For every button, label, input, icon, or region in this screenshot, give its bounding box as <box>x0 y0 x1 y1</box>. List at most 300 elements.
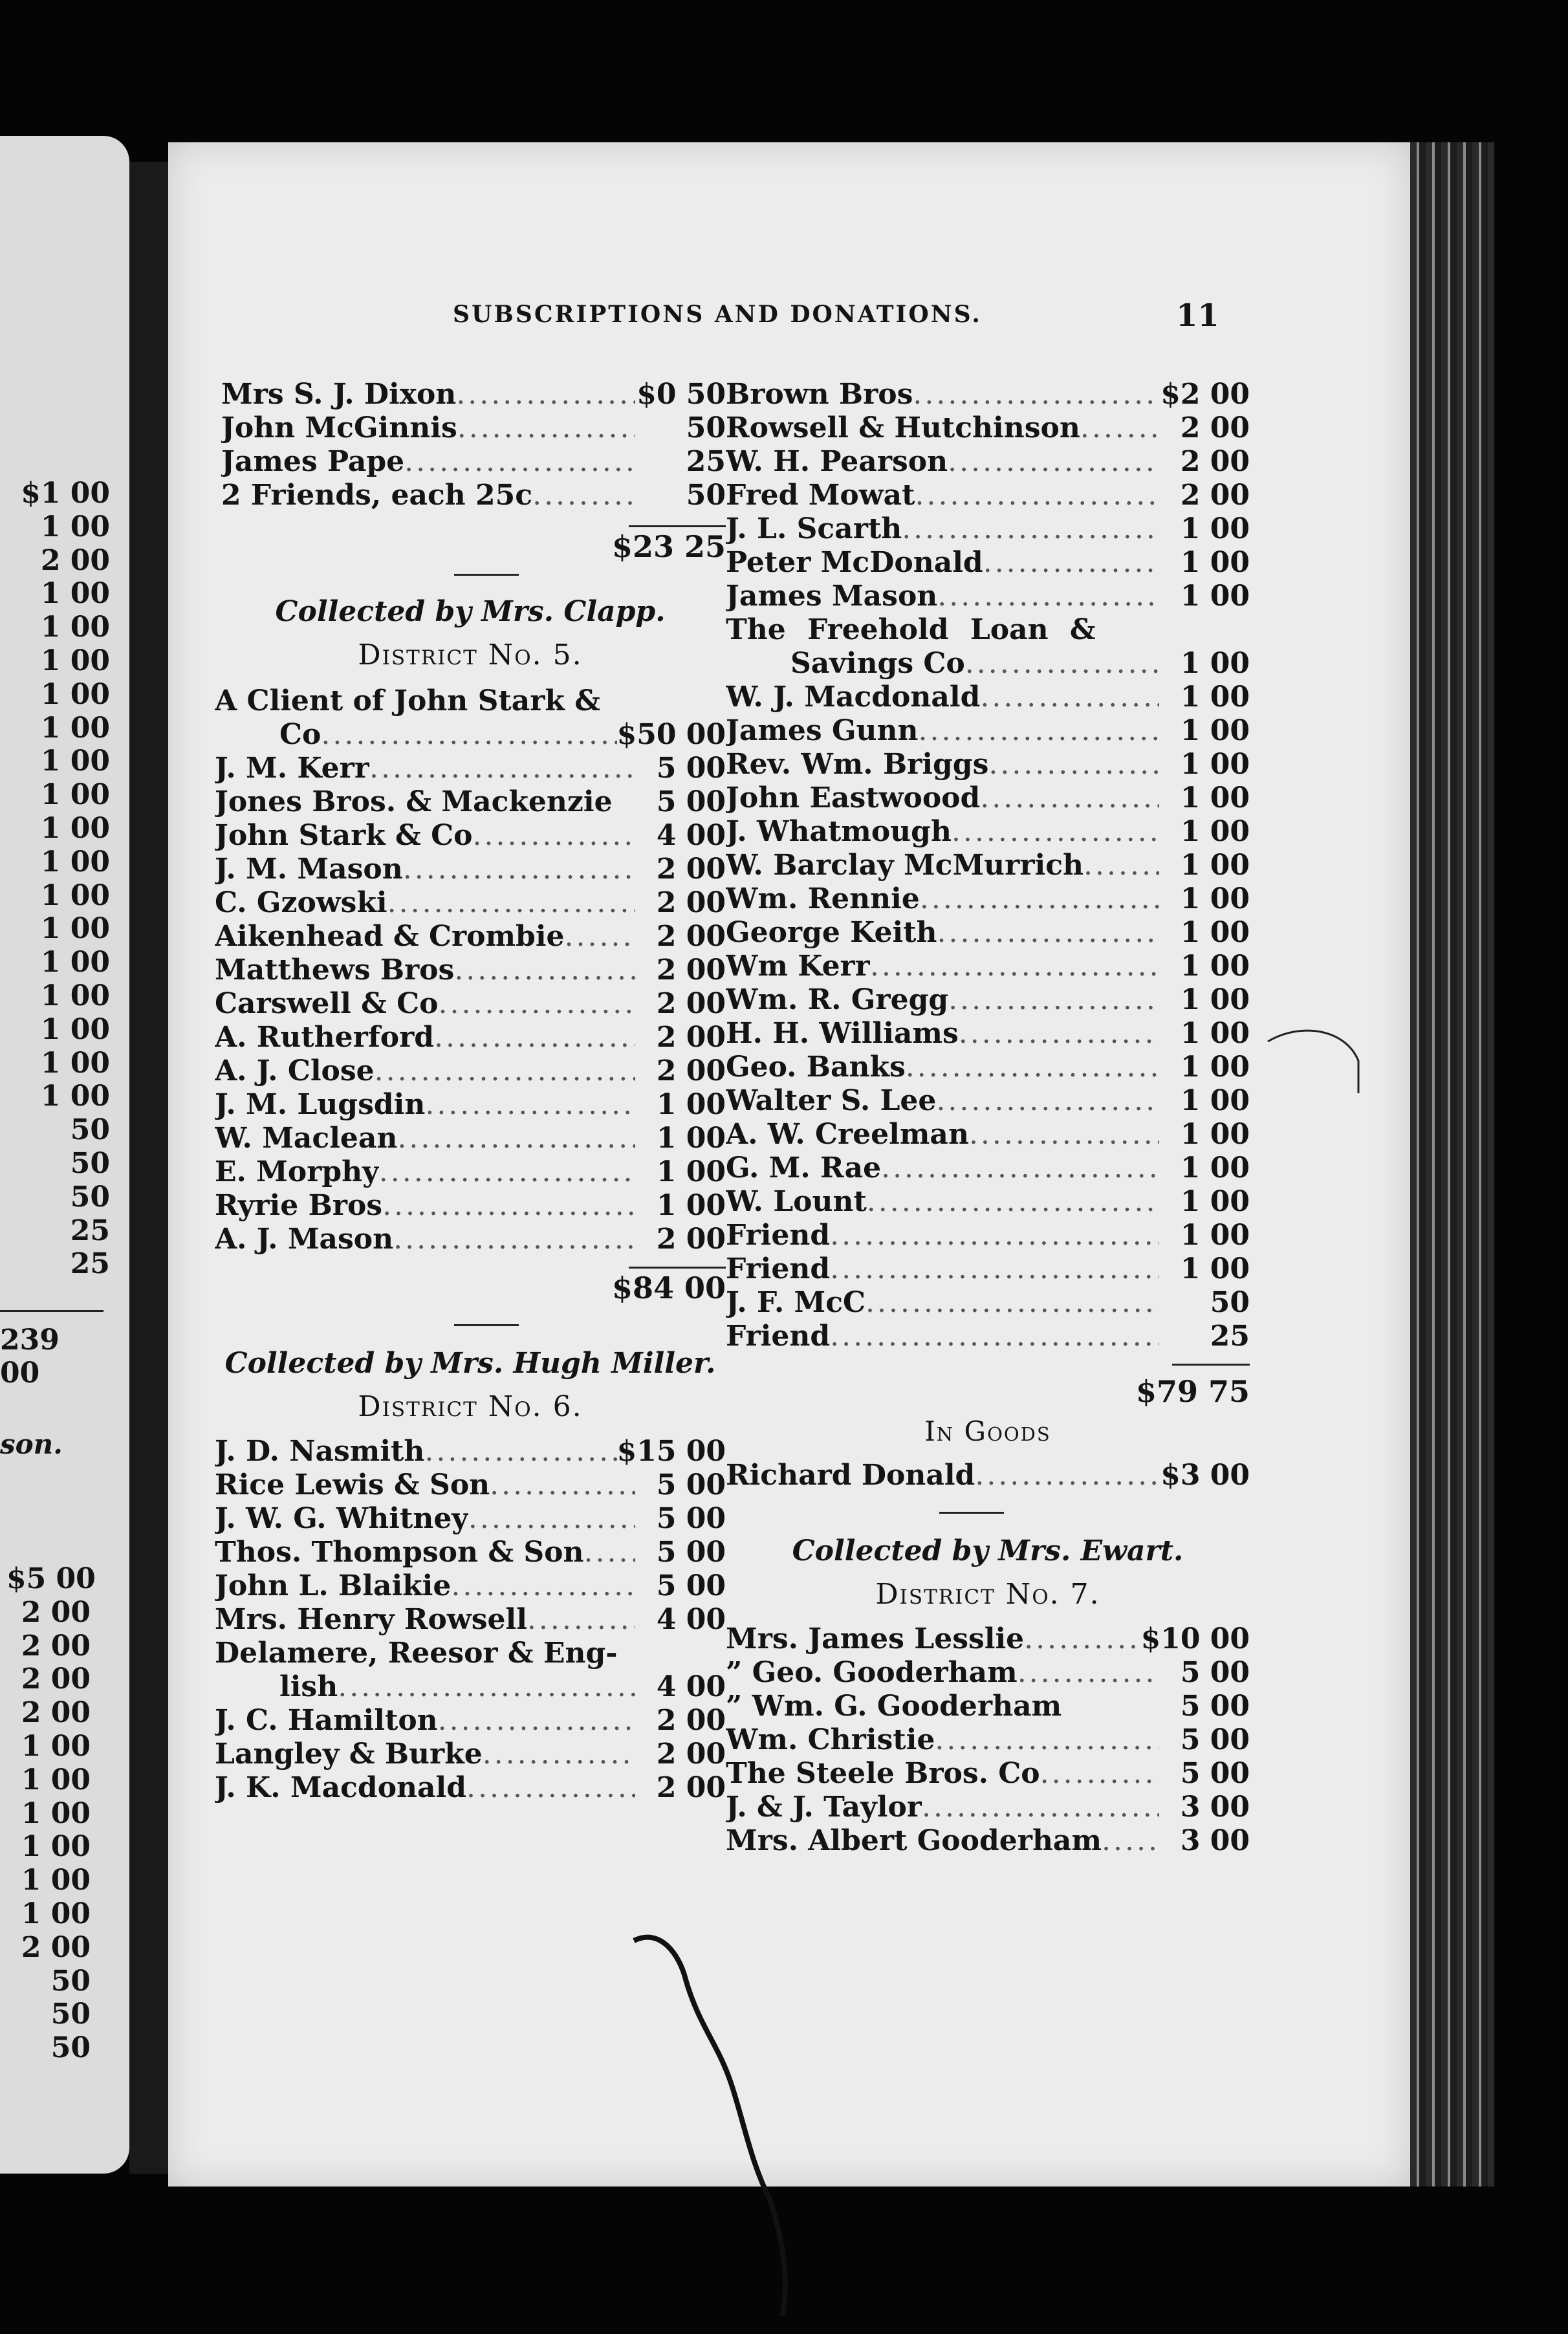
entry-amount: 2 00 <box>656 954 726 987</box>
leader-dots <box>457 411 635 445</box>
list-item <box>726 546 1250 580</box>
leader-dots <box>456 378 635 411</box>
entry-name: J. F. McC <box>726 1286 866 1319</box>
entry-name: John Stark & Co <box>215 819 473 852</box>
leader-dots <box>870 950 1159 983</box>
list-item <box>726 1791 1250 1824</box>
entry-amount: 1 00 <box>1180 1118 1250 1151</box>
facing-page-amount: 2 00 <box>40 543 110 577</box>
list-item <box>726 411 1250 445</box>
list-item <box>215 853 726 886</box>
list-item <box>221 411 726 445</box>
top-total: $23 25 <box>611 529 726 564</box>
list-item <box>726 1051 1250 1084</box>
entry-amount: 1 00 <box>1180 1151 1250 1184</box>
entry-name: W. Maclean <box>215 1122 398 1155</box>
facing-page <box>0 136 129 2174</box>
facing-page-amount: 1 00 <box>40 711 110 745</box>
list-item <box>215 1738 726 1771</box>
facing-page-amount: 1 00 <box>40 677 110 711</box>
facing-page-amounts <box>6 477 110 1281</box>
facing-page-amount: $5 00 <box>6 1562 96 1595</box>
list-item <box>726 580 1250 613</box>
entry-amount: 2 00 <box>656 853 726 886</box>
entry-amount: 1 00 <box>656 1122 726 1155</box>
entry-name: Aikenhead & Crombie <box>215 920 565 953</box>
entry-name: G. M. Rae <box>726 1151 882 1184</box>
list-item <box>215 1637 726 1670</box>
facing-page-amount: 2 00 <box>21 1663 91 1696</box>
leader-dots <box>424 1435 616 1468</box>
leader-dots <box>397 1122 635 1155</box>
list-item <box>215 920 726 954</box>
leader-dots <box>321 718 616 752</box>
entry-amount: 1 00 <box>1180 882 1250 915</box>
facing-page-amount: 50 <box>70 1146 110 1180</box>
list-item <box>726 714 1250 748</box>
entry-name: J. W. G. Whitney <box>215 1502 468 1535</box>
collector-heading: Collected by Mrs. Hugh Miller. <box>224 1347 716 1380</box>
leader-dots <box>438 1704 635 1738</box>
leader-dots <box>425 1088 635 1122</box>
facing-page-amount: 1 00 <box>40 745 110 778</box>
leader-dots <box>922 1791 1159 1824</box>
list-item <box>215 1536 726 1569</box>
entry-name: Mrs. Albert Gooderham <box>726 1824 1102 1857</box>
entry-amount: 2 00 <box>656 1054 726 1087</box>
entry-amount: 5 00 <box>1180 1690 1250 1723</box>
list-item <box>215 785 726 819</box>
leader-dots <box>983 546 1159 580</box>
list-item <box>221 445 726 479</box>
list-item <box>726 1656 1250 1690</box>
page-number: 11 <box>1176 298 1219 334</box>
leader-dots <box>565 920 635 954</box>
entry-name: Rowsell & Hutchinson <box>726 411 1080 444</box>
leader-dots <box>1080 411 1159 445</box>
ledger-page <box>168 142 1410 2187</box>
page-edges <box>1410 142 1494 2187</box>
entry-amount: 1 00 <box>656 1189 726 1222</box>
entry-name: Jones Bros. & Mackenzie <box>215 785 613 818</box>
leader-dots <box>466 1771 635 1805</box>
entry-amount: 2 00 <box>656 1704 726 1737</box>
facing-page-amount: 2 00 <box>21 1629 91 1663</box>
entry-name: Friend <box>726 1252 831 1285</box>
list-item <box>726 479 1250 512</box>
facing-page-amount: $1 00 <box>21 477 110 510</box>
list-item <box>726 815 1250 849</box>
entry-amount: 2 00 <box>656 920 726 953</box>
entry-name: Friend <box>726 1219 831 1252</box>
entry-amount: 25 <box>686 445 726 478</box>
leader-dots <box>583 1536 635 1569</box>
list-item <box>726 647 1250 681</box>
entry-amount: 3 00 <box>1180 1791 1250 1824</box>
collector-heading: Collected by Mrs. Ewart. <box>792 1534 1184 1567</box>
leader-dots <box>937 580 1159 613</box>
facing-page-amount: 25 <box>70 1214 110 1247</box>
entry-amount: 1 00 <box>1180 1051 1250 1084</box>
entry-amount: 1 00 <box>1180 1185 1250 1218</box>
leader-dots <box>867 1185 1159 1219</box>
entry-name: Brown Bros <box>726 378 913 411</box>
facing-page-amount: 1 00 <box>40 1012 110 1046</box>
entry-amount: 2 00 <box>656 1223 726 1256</box>
facing-page-amount: 1 00 <box>21 1796 91 1830</box>
entry-name: Peter McDonald <box>726 546 983 579</box>
entry-amount: 1 00 <box>1180 647 1250 680</box>
leader-dots <box>379 1155 635 1189</box>
entry-name: W. H. Pearson <box>726 445 948 478</box>
entry-amount: 2 00 <box>656 1021 726 1054</box>
leader-dots <box>451 1569 635 1603</box>
facing-page-amount: 1 00 <box>40 912 110 946</box>
entry-amount: 2 00 <box>1180 411 1250 444</box>
list-item <box>215 1021 726 1054</box>
list-item <box>726 849 1250 882</box>
leader-dots <box>393 1223 635 1256</box>
entry-name: Wm. Rennie <box>726 882 920 915</box>
entry-name: W. Lount <box>726 1185 867 1218</box>
leader-dots <box>472 819 635 853</box>
entry-name: Walter S. Lee <box>726 1084 937 1117</box>
leader-dots <box>980 781 1159 815</box>
list-item <box>726 916 1250 950</box>
list-item <box>215 1468 726 1502</box>
list-item <box>215 987 726 1021</box>
list-item <box>726 613 1250 647</box>
separator <box>454 574 519 576</box>
leader-dots <box>1083 849 1159 882</box>
entry-name: J. & J. Taylor <box>726 1791 922 1824</box>
column-right <box>726 378 1250 1858</box>
list-item <box>215 1155 726 1189</box>
entry-name: 2 Friends, each 25c <box>221 479 533 512</box>
leader-dots <box>532 479 635 512</box>
leader-dots <box>527 1603 635 1637</box>
entry-amount: 2 00 <box>656 1771 726 1804</box>
entry-name: Friend <box>726 1320 831 1353</box>
entry-amount: $3 00 <box>1160 1459 1250 1492</box>
facing-page-amount: 1 00 <box>40 510 110 543</box>
leader-dots <box>980 681 1159 714</box>
list-item <box>726 1017 1250 1051</box>
leader-dots <box>830 1219 1159 1252</box>
leader-dots <box>830 1320 1159 1353</box>
entry-name: Savings Co <box>790 647 965 680</box>
facing-page-amount: 1 00 <box>40 778 110 812</box>
entry-amount: 5 00 <box>656 752 726 785</box>
list-item <box>726 1286 1250 1320</box>
facing-page-amount: 2 00 <box>21 1930 91 1964</box>
entry-amount: 5 00 <box>1180 1723 1250 1756</box>
leader-dots <box>1018 1656 1159 1690</box>
entry-amount: 1 00 <box>1180 1252 1250 1285</box>
facing-page-amount: 50 <box>50 1998 91 2031</box>
entry-name: Mrs. James Lesslie <box>726 1622 1025 1655</box>
in-goods-heading: In Goods <box>924 1415 1051 1447</box>
facing-page-amount: 1 00 <box>40 979 110 1012</box>
entry-name: Ryrie Bros <box>215 1189 383 1222</box>
leader-dots <box>454 954 635 987</box>
entry-amount: $2 00 <box>1160 378 1250 411</box>
facing-page-amount: 1 00 <box>21 1830 91 1864</box>
entry-amount: 1 00 <box>1180 849 1250 882</box>
entry-name: lish <box>279 1670 338 1703</box>
leader-dots <box>915 479 1160 512</box>
entry-amount: 25 <box>1210 1320 1250 1353</box>
entry-amount: 2 00 <box>1180 479 1250 512</box>
entry-name: Mrs S. J. Dixon <box>221 378 457 411</box>
leader-dots <box>375 1054 635 1088</box>
facing-page-amount: 1 00 <box>21 1897 91 1930</box>
facing-page-amount: 1 00 <box>40 811 110 845</box>
leader-dots <box>948 983 1159 1017</box>
entry-amount: $10 00 <box>1140 1622 1250 1655</box>
entry-amount: 2 00 <box>656 1738 726 1771</box>
leader-dots <box>920 882 1159 916</box>
entry-amount: 5 00 <box>656 1502 726 1535</box>
list-item <box>215 1054 726 1088</box>
entry-amount: 1 00 <box>1180 916 1250 949</box>
entry-amount: 4 00 <box>656 1603 726 1636</box>
leader-dots <box>866 1286 1159 1320</box>
entry-name: H. H. Williams <box>726 1017 959 1050</box>
leader-dots <box>937 916 1159 950</box>
list-item <box>726 1084 1250 1118</box>
entry-amount: 1 00 <box>1180 983 1250 1016</box>
list-item <box>215 1189 726 1223</box>
entry-amount: 1 00 <box>1180 546 1250 579</box>
list-item <box>726 1320 1250 1353</box>
list-item <box>215 1122 726 1155</box>
district-6-entries <box>215 1435 726 1637</box>
list-item <box>726 1690 1250 1723</box>
facing-page-amount: 1 00 <box>40 611 110 644</box>
entry-name: A. W. Creelman <box>726 1118 969 1151</box>
list-item <box>215 1088 726 1122</box>
leader-dots <box>1024 1622 1140 1656</box>
district-heading: District No. 6. <box>358 1390 583 1423</box>
entry-amount: 50 <box>686 411 726 444</box>
entry-name: James Mason <box>726 580 938 613</box>
facing-page-amount: 1 00 <box>21 1763 91 1796</box>
leader-dots <box>490 1468 635 1502</box>
leader-dots <box>881 1151 1159 1185</box>
separator <box>939 1512 1004 1514</box>
facing-page-amount: 25 <box>70 1247 110 1281</box>
leader-dots <box>382 1189 635 1223</box>
list-item <box>726 1622 1250 1656</box>
entry-amount: 3 00 <box>1180 1824 1250 1857</box>
list-item <box>215 819 726 853</box>
list-item <box>215 1569 726 1603</box>
leader-dots <box>434 1021 635 1054</box>
facing-page-amount: 1 00 <box>40 644 110 677</box>
facing-page-amount: 1 00 <box>40 577 110 611</box>
entry-name: J. L. Scarth <box>726 512 902 545</box>
entry-amount: 4 00 <box>656 819 726 852</box>
facing-page-amount: 50 <box>50 1964 91 1998</box>
entry-amount: 5 00 <box>1180 1757 1250 1790</box>
leader-dots <box>369 752 635 785</box>
entry-amount: 5 00 <box>656 1468 726 1501</box>
facing-page-amount: 1 00 <box>40 845 110 878</box>
list-item <box>215 1502 726 1536</box>
list-item <box>215 1223 726 1256</box>
entry-amount: 1 00 <box>1180 681 1250 714</box>
leader-dots <box>1040 1757 1159 1791</box>
leader-dots <box>403 853 635 886</box>
entry-name: Rice Lewis & Son <box>215 1468 490 1501</box>
list-item <box>215 1435 726 1468</box>
entry-amount: 2 00 <box>1180 445 1250 478</box>
leader-dots <box>959 1017 1159 1051</box>
facing-page-amount: 1 00 <box>40 946 110 979</box>
entry-name: J. K. Macdonald <box>215 1771 467 1804</box>
leader-dots <box>936 1084 1159 1118</box>
facing-page-amount: 1 00 <box>40 878 110 912</box>
leader-dots <box>830 1252 1159 1286</box>
facing-page-amount: 1 00 <box>21 1729 91 1763</box>
entries-b <box>726 681 1250 1353</box>
entry-name: Carswell & Co <box>215 987 439 1020</box>
district-5-entries <box>215 752 726 1256</box>
leader-dots <box>906 1051 1159 1084</box>
list-item <box>215 954 726 987</box>
entry-name: James Gunn <box>726 714 919 747</box>
page-header: SUBSCRIPTIONS AND DONATIONS. <box>453 301 982 328</box>
entry-amount: $0 50 <box>637 378 726 411</box>
entry-amount: 1 00 <box>1180 781 1250 814</box>
entry-name: W. Barclay McMurrich <box>726 849 1084 882</box>
column-left <box>215 378 726 1805</box>
facing-page-amount: 1 00 <box>21 1864 91 1897</box>
leader-dots <box>483 1738 635 1771</box>
collector-heading: Collected by Mrs. Clapp. <box>275 595 666 628</box>
facing-page-amount: 1 00 <box>40 1080 110 1113</box>
entry-amount: 5 00 <box>1180 1656 1250 1689</box>
entry-amount: 2 00 <box>656 886 726 919</box>
entry-amount: 1 00 <box>1180 815 1250 848</box>
entry-name: A. Rutherford <box>215 1021 435 1054</box>
entry-amount: 1 00 <box>1180 1084 1250 1117</box>
list-item <box>726 445 1250 479</box>
list-item <box>726 748 1250 781</box>
list-item <box>221 378 726 411</box>
entry-name: James Pape <box>221 445 405 478</box>
leader-dots <box>338 1670 635 1704</box>
leader-dots <box>439 987 635 1021</box>
list-item <box>726 1824 1250 1858</box>
facing-page-amount: 50 <box>70 1113 110 1147</box>
district-heading: District No. 7. <box>875 1578 1100 1611</box>
entry-name: Rev. Wm. Briggs <box>726 748 989 781</box>
entry-name: C. Gzowski <box>215 886 387 919</box>
district-heading: District No. 5. <box>358 638 583 671</box>
facing-page-amount: 50 <box>70 1180 110 1214</box>
leader-dots <box>988 748 1159 781</box>
entry-name: Co <box>279 718 321 751</box>
entry-name: Geo. Banks <box>726 1051 906 1084</box>
entry-name: J. M. Mason <box>215 853 403 886</box>
facing-page-amounts-lower <box>6 1562 96 2065</box>
list-item <box>215 1704 726 1738</box>
list-item <box>726 781 1250 815</box>
list-item <box>726 1252 1250 1286</box>
entry-name: ” Geo. Gooderham <box>726 1656 1018 1689</box>
entry-name: W. J. Macdonald <box>726 681 981 714</box>
leader-dots <box>969 1118 1159 1151</box>
entry-name: Thos. Thompson & Son <box>215 1536 584 1569</box>
facing-page-total: 239 00 <box>0 1324 60 1390</box>
district-7-entries <box>726 1622 1250 1858</box>
list-item <box>215 718 726 752</box>
entry-name: J. D. Nasmith <box>215 1435 425 1468</box>
entry-amount: 2 00 <box>656 987 726 1020</box>
list-item <box>221 479 726 512</box>
entry-name: Wm. R. Gregg <box>726 983 949 1016</box>
entry-name: John McGinnis <box>221 411 457 444</box>
leader-dots <box>919 714 1159 748</box>
entry-name: E. Morphy <box>215 1155 379 1188</box>
list-item <box>726 1118 1250 1151</box>
entry-amount: 1 00 <box>1180 950 1250 983</box>
entry-name: Richard Donald <box>726 1459 975 1492</box>
facing-page-amount: 2 00 <box>21 1595 91 1629</box>
entry-amount: $15 00 <box>616 1435 726 1468</box>
top-entries <box>215 378 726 512</box>
entry-name: Fred Mowat <box>726 479 915 512</box>
list-item <box>726 1151 1250 1185</box>
leader-dots <box>387 886 635 920</box>
leader-dots <box>468 1502 635 1536</box>
entry-name: J. M. Kerr <box>215 752 370 785</box>
entry-name: Matthews Bros <box>215 954 455 987</box>
list-item <box>726 882 1250 916</box>
entry-amount: 50 <box>1210 1286 1250 1319</box>
entry-name: The Freehold Loan & <box>726 613 1096 646</box>
entry-amount: 1 00 <box>1180 748 1250 781</box>
list-item <box>726 681 1250 714</box>
entry-name: A. J. Close <box>215 1054 375 1087</box>
district-6-entries-continued <box>215 1704 726 1805</box>
entry-amount: 1 00 <box>1180 512 1250 545</box>
separator <box>454 1324 519 1326</box>
entry-amount: $50 00 <box>616 718 726 751</box>
entry-amount: 5 00 <box>656 1569 726 1602</box>
entry-name: A Client of John Stark & <box>215 684 600 717</box>
list-item <box>215 752 726 785</box>
facing-page-amount: 2 00 <box>21 1696 91 1730</box>
leader-dots <box>935 1723 1159 1757</box>
facing-page-amount: 50 <box>50 2031 91 2065</box>
entry-name: A. J. Mason <box>215 1223 394 1256</box>
list-item <box>726 1459 1250 1492</box>
list-item <box>215 1771 726 1805</box>
entry-name: Mrs. Henry Rowsell <box>215 1603 527 1636</box>
list-item <box>726 1185 1250 1219</box>
facing-page-rule <box>0 1310 103 1312</box>
entry-amount: 1 00 <box>1180 580 1250 613</box>
leader-dots <box>948 445 1159 479</box>
margin-pencil-mark <box>1261 1022 1365 1100</box>
entry-name: Wm Kerr <box>726 950 870 983</box>
list-item <box>726 1219 1250 1252</box>
list-item <box>726 1723 1250 1757</box>
list-item <box>215 1670 726 1704</box>
